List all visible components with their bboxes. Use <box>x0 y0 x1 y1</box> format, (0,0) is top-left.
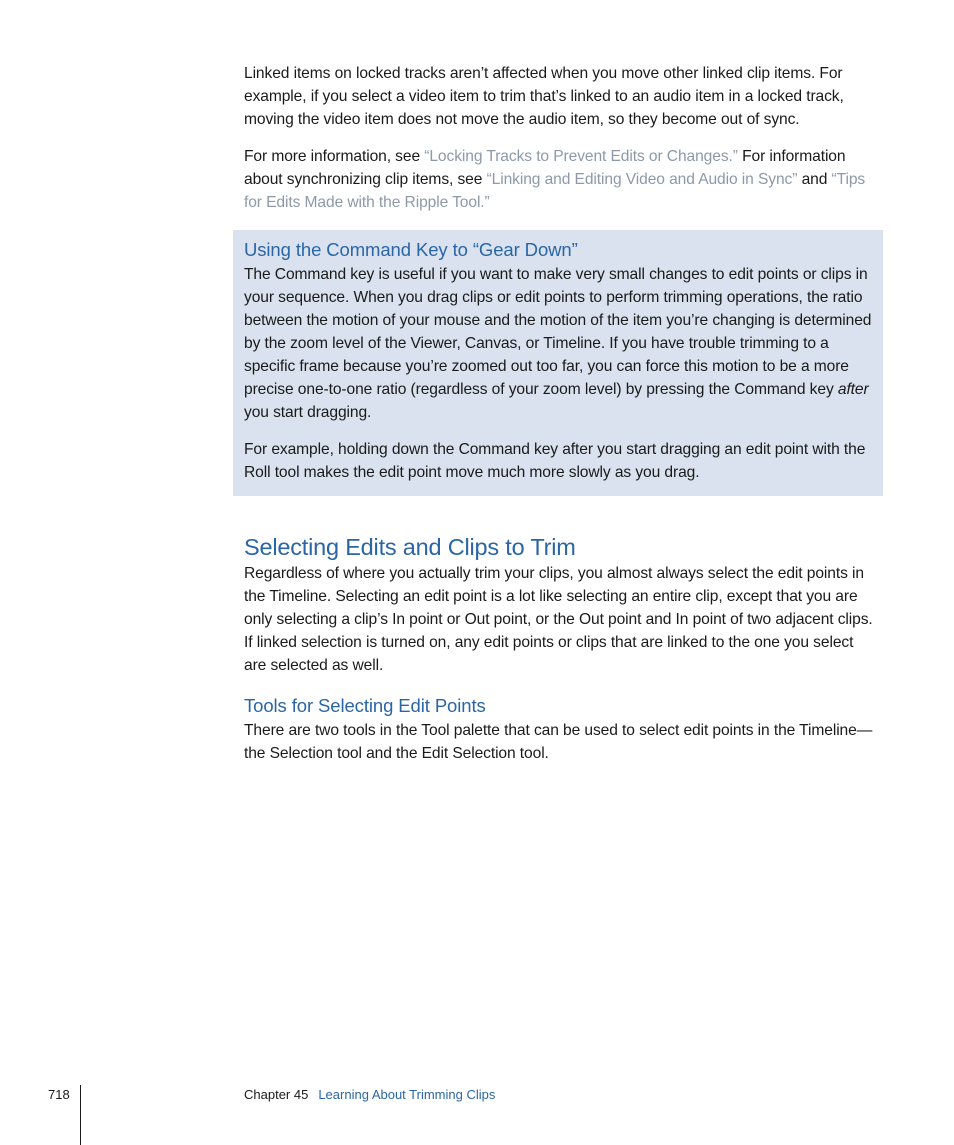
callout-paragraph-1 <box>244 263 876 424</box>
chapter-title-link[interactable]: Learning About Trimming Clips <box>318 1087 496 1102</box>
link-ripple-tips[interactable]: “Tips for Edits Made with the Ripple Tool.” <box>244 171 866 211</box>
link-linking-editing[interactable]: “Linking and Editing Video and Audio in Sync” <box>486 171 798 188</box>
page-number: 718 <box>48 1087 70 1102</box>
chapter-label: Chapter 45 <box>244 1087 309 1102</box>
callout-box <box>233 230 883 496</box>
intro-text-and: and <box>797 171 832 188</box>
link-locking-tracks[interactable]: “Locking Tracks to Prevent Edits or Changes.” <box>424 148 738 165</box>
subsection-body: There are two tools in the Tool palette that can be used to select edit points in the Timeline—the Selection tool and the Edit Selection tool. <box>244 722 873 762</box>
intro-text-pre: For more information, see <box>244 148 425 165</box>
callout-title: Using the Command Key to “Gear Down” <box>244 239 578 260</box>
callout-text-pre: The Command key is useful if you want to make very small changes to edit points or clips in your sequence. When you drag clips or edit points to perform trimming operations, the ratio between the motion of your mouse and the motion of the item you’re changing is determined by the zoom level of the Viewer, Canvas, or Timeline. If you have trouble trimming to a specific frame because you’re zoomed out too far, you can force this motion to be a more precise one-to-one ratio (regardless of your zoom level) by pressing the Command key <box>244 266 872 398</box>
intro-paragraph-1: Linked items on locked tracks aren’t affected when you move other linked clip items. For example, if you select a video item to trim that’s linked to an audio item in a locked track, moving the video item does not move the audio item, so they become out of sync. <box>244 65 844 128</box>
subsection-title: Tools for Selecting Edit Points <box>244 695 486 716</box>
callout-text-post: you start dragging. <box>244 404 372 421</box>
section-body: Regardless of where you actually trim your clips, you almost always select the edit points in the Timeline. Selecting an edit point is a lot like selecting an entire clip, except that you are only selecting a clip’s In point or Out point, or the Out point and In point of two adjacent clips. If linked selection is turned on, any edit points or clips that are linked to the one you select are selected as well. <box>244 565 873 674</box>
section-title: Selecting Edits and Clips to Trim <box>244 534 576 560</box>
intro-text-mid: For information about synchronizing clip items, see <box>244 148 846 188</box>
intro-paragraph-2 <box>244 145 876 214</box>
footer-chapter <box>244 1087 495 1103</box>
footer-divider <box>80 1085 81 1145</box>
callout-paragraph-2: For example, holding down the Command key after you start dragging an edit point with the Roll tool makes the edit point move much more slowly as you drag. <box>244 441 866 481</box>
callout-emphasis: after <box>837 381 869 398</box>
